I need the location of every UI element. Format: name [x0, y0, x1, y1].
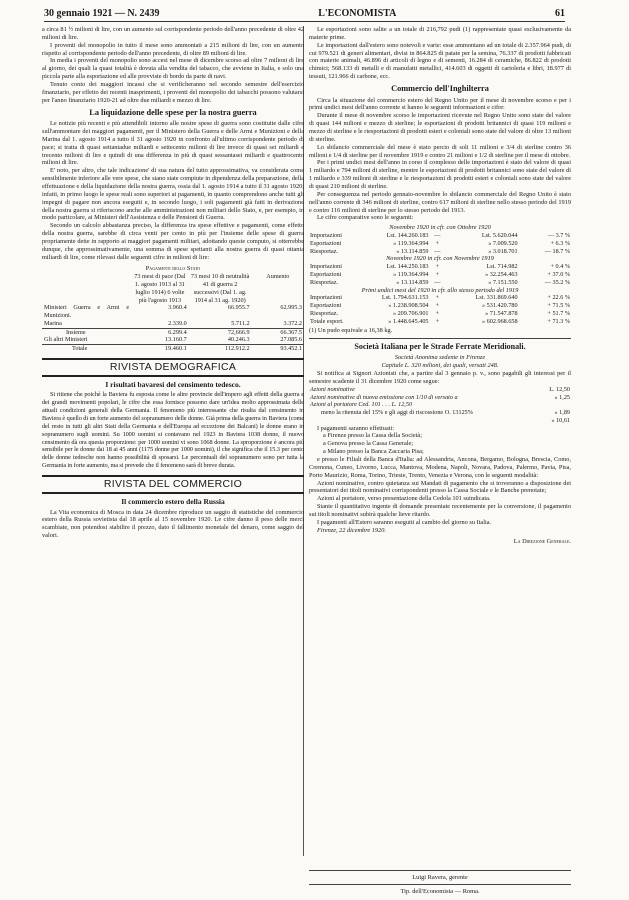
list-item: a Firenze presso la Cassa della Società;: [323, 432, 422, 440]
paragraph: I pagamenti saranno effettuati:: [317, 424, 394, 432]
table-row: [309, 248, 571, 256]
table-row: [42, 320, 304, 328]
cell: —: [434, 232, 441, 240]
row-label: Riesportaz.: [310, 309, 339, 317]
row-label: Riesportaz.: [310, 278, 339, 286]
divider: [309, 870, 571, 871]
table-row: [309, 232, 571, 240]
row-label: Esportazioni: [310, 302, 342, 310]
cell: Lst. 144.250.183: [386, 263, 429, 271]
cell: » 119.364.994: [393, 239, 429, 247]
cell: 2.339.0: [168, 319, 187, 327]
cell: 112.912.2: [189, 345, 252, 353]
row-label: Marina: [44, 319, 62, 327]
table-row: [309, 271, 571, 279]
footer-gerente: Luigi Ravera, gerente: [412, 874, 468, 881]
cell: +: [435, 302, 440, 310]
paragraph: Azioni al portatore, verso presentazione della Cedola 101 suindicata.: [317, 495, 491, 503]
cell: + 37.0 %: [547, 271, 570, 279]
row-label: Ministeri Guerra e Armi e Munizioni.: [44, 304, 130, 320]
table-row: [42, 328, 304, 336]
cell: » 119.364.994: [393, 271, 429, 279]
row-label: Riesportaz.: [310, 247, 339, 255]
row-label: Totale: [42, 345, 131, 353]
table-header-row: [42, 273, 304, 304]
paragraph: e presso le Filiali della Banca d'Italia: ad Alessandria, Ancona, Bergamo, Bologna, Brescia, Como, Cremona, Cuneo, Livorno, Lucca, Mantova, Modena, Napoli, Novara, Padova, Palermo, Pavia, Pisa, Porto Maurizio, Roma, Torino, Trieste, Trento, Venezia e Verona, con le seguenti modalità:: [309, 456, 571, 479]
cell: 5.711.2: [231, 319, 250, 327]
cell: + 6.3 %: [550, 239, 570, 247]
table-header-cell: 73 mesi 10 di neutralità 41 di guerra 2 successivi (Dal 1. ag. 1914 al 31 ag. 1920): [190, 273, 250, 304]
page-header: [44, 6, 565, 22]
table-row: [309, 394, 571, 402]
table-row: [309, 318, 571, 326]
cell: Lst. 1.794.631.153: [381, 294, 429, 302]
paragraph: In media i proventi del monopolio sono accesi nel mese di dicembre scorso ad oltre 7 milioni di lire al giorno, dei quali la quasi totalità è dovuta alla vendita del tabacco, che avviene in Italia, e solo una piccola parte alla esportazione ed alle provviste di bordo da parte di navi.: [42, 57, 304, 81]
paragraph: Secondo un calcolo abbastanza preciso, la differenza tra spese effettive e pagamenti, come effetto della nostra guerra, sarebbe di circa venti per cento in più per l'insieme delle spese di guerra propriamente dette in rapporto ai maggiori pagamenti militari, adottando queste computo, si otterrebbe dunque, che approssimativamente, una somma di spese spettanti alla nostra guerra di quasi ottanta miliardi di lire, come rilevasi dalle seguenti cifre in milioni di lire:: [42, 222, 304, 261]
trade-table-3: [309, 294, 571, 325]
cell: Lst. 144.260.183: [386, 232, 429, 240]
cell: Lst. 331.869.640: [475, 294, 518, 302]
paragraph: Per conseguenza nel periodo gennaio-novembre lo sbilancio commerciale del Regno Unito è stato nell'anno corrente di 346 milioni di sterline, contro 617 milioni di sterline nello stesso periodo del 1919 e contro 116 milioni di sterline per lo stesso periodo del 1913.: [309, 190, 571, 214]
cell: » 1,89: [554, 409, 570, 417]
paragraph: E' noto, per altro, che tale indicazione' di sua natura del tutto approssimativa, va considerata come sensibilmente inferiore alle vere spese, che siano state compiute in dipendenza della preparazione, della effettuazione e della liquidazione della nostra guerra, ossia dal 1. agosto 1914 a tutto il 31 agosto 1920; infatti, in primo luogo le spese reali sono superiori ai pagamenti, in quanto comprendono anche tutti gli impegni di pagare non ancora eseguiti e, in secondo luogo, i soli pagamenti già fatti in derivazione della nostra guerra si riferiscono anche alle amministrazioni non militari dello Stato, e, per esempio, in modo particolare, ai Ministeri dell'Assistenza e delle Pensioni di Guerra.: [42, 167, 304, 222]
section-banner-commercio: RIVISTA DEL COMMERCIO: [42, 475, 304, 494]
table-row: [309, 302, 571, 310]
paragraph: Tenuto conto dei maggiori incassi che si verificheranno nel secondo semestre dell'esercizio finanziario, per effetto dei recenti inasprimenti, i proventi del monopolio dei tabacchi possono valutarsi per l'anno finanziario 1920-21 ad oltre due miliardi e mezzo di lire.: [42, 81, 304, 104]
section-banner-demografica: RIVISTA DEMOGRAFICA: [42, 358, 304, 377]
table-row: [309, 279, 571, 287]
table-row: [309, 263, 571, 271]
cell: » 209.706.901: [392, 309, 429, 317]
row-label: Importazioni: [310, 232, 342, 240]
row-label: Azioni al portatore Ced. 101 . . . L. 12,50: [310, 401, 413, 409]
cell: » 10,61: [551, 416, 570, 424]
notice-signature: La Direzione Generale.: [513, 537, 571, 545]
left-column: [42, 26, 304, 876]
cell: 66.955.7: [227, 304, 250, 312]
table-row: [42, 304, 304, 320]
cell: + 51.7 %: [547, 309, 570, 317]
cell: 3.372.2: [283, 319, 302, 327]
section-title-censimento: I risultati bavaresi del censimento tedesco.: [105, 380, 241, 390]
row-label: Esportazioni: [310, 271, 342, 279]
section-title-inghilterra: Commercio dell'Inghilterra: [391, 84, 489, 94]
cell: » 1,25: [554, 393, 570, 401]
footnote: (1) Un pudo equivale a 16,38 kg.: [309, 327, 393, 335]
cell: 93.452.1: [252, 345, 304, 353]
cell: » 3.018.701: [488, 247, 518, 255]
section-title-russia: Il commercio estero della Russia: [121, 497, 225, 507]
company-subtitle: Società Anonima sedente in Firenze: [394, 354, 486, 362]
paragraph: La Vita economica di Mosca in data 24 dicembre riproduce un saggio di statistiche del commercio estero della Russia sovietista dal 18 aprile al 15 novembre 1920. Le cifre danno il peso delle merci scambiate, non potendosi stabilire il prezzo, dato il fallimento monetale del denaro, come saggio del valori.: [42, 508, 304, 540]
paragraph: I pagamenti all'Estero saranno eseguiti al cambio del giorno su Italia.: [317, 518, 492, 526]
table-row: [309, 386, 571, 394]
section-title-spese: La liquidazione delle spese per la nostra guerra: [89, 107, 257, 117]
cell: + 71.3 %: [547, 317, 570, 325]
cell: 6.299.4: [131, 328, 189, 336]
list-item: a Milano presso la Banca Zaccaria Pisa;: [323, 448, 424, 456]
row-label: Totale esport.: [310, 317, 344, 325]
cell: + 0.4 %: [550, 263, 570, 271]
cell: 62.995.3: [280, 304, 302, 312]
header-date: 30 gennaio 1921 — N. 2439: [44, 8, 160, 19]
table-row: [309, 294, 571, 302]
cell: +: [435, 239, 440, 247]
payment-table: [309, 386, 571, 425]
company-capital: Capitale L. 320 milioni, dei quali, versati 248.: [381, 362, 499, 370]
cell: L. 12,50: [549, 385, 570, 393]
cell: Lst. 5.620.044: [481, 232, 518, 240]
header-title: L'ECONOMISTA: [318, 8, 397, 19]
cell: [513, 401, 571, 409]
cell: » 1.448.645.405: [388, 317, 429, 325]
paragraph: Si notifica ai Signori Azionisti che, a partire dal 3 gennaio p. v., sono pagabili gli interessi per il semestre scadente il 31 dicembre 1920 come segue:: [309, 370, 571, 385]
table-row: [42, 345, 304, 353]
table-row: [42, 336, 304, 344]
paragraph: Le importazioni dall'estero sono notevoli e varie: esse ammontano ad un totale di 2.357.964 pudi, di cui 979.521 di generi alimentari, divisi in 864.825 di patate per la semina, 76.337 di prodotti fabbricati con materie animali, 46.896 di articoli di legno e di sementi, 16.284 di ceramiche, 86.822 di prodotti chimici; 568.133 di metalli e di manufatti metallici, 414.603 di oggetti di cartoleria e libri, 18.977 di tessuti, 121.966 di carbone, ecc.: [309, 41, 571, 81]
table-header-cell: Aumento: [266, 273, 290, 281]
cell: + 22.6 %: [547, 294, 570, 302]
section-title-ferrovie: Società Italiana per le Strade Ferrate Meridionali.: [354, 342, 526, 352]
row-label: Azioni nominative di nuova emissione con 1/10 di versato a: [310, 393, 458, 401]
footer-tipografia: Tip. dell'Economista — Roma.: [400, 888, 480, 895]
cell: —: [434, 247, 441, 255]
cell: Lst. 714.982: [486, 263, 518, 271]
row-label: Gli altri Ministeri: [44, 336, 88, 344]
paragraph: I proventi del monopolio in tutto il mese sono ammontati a 215 milioni di lire, con un aumento rispetto al corrispondente periodo dell'anno precedente, di oltre 89 milioni di lire.: [42, 41, 304, 57]
cell: » 32.254.463: [485, 271, 518, 279]
table-row: [309, 240, 571, 248]
row-label: Importazioni: [310, 263, 342, 271]
cell: 40.246.3: [227, 336, 250, 344]
paragraph: Le esportazioni sono salite a un totale di 216,792 pudi (1) rappresentate quasi esclusivamente da materie prime.: [309, 26, 571, 41]
table-row: [309, 417, 571, 425]
cell: +: [435, 271, 440, 279]
cell: — 35.2 %: [544, 278, 570, 286]
paragraph: Lo sbilancio commerciale del mese è stato percio di soli 11 milioni e 3/4 di sterline contro 36 milioni e 1/4 di sterline per il novembre 1919 e contro 21 milioni e 1/2 di sterline per il mese di ottobre.: [309, 143, 571, 159]
page-footer: [309, 867, 571, 895]
paragraph: Stante il quantitativo ingente di domande presentate recentemente per la conversione, il pagamento sui titoli nominativi subirà qualche lieve ritardo.: [309, 503, 571, 519]
paragraph: Durante il mese di novembre scorso le importazioni ricevute nel Regno Unito sono state del valore di quasi 144 milioni e mezzo di sterline; le esportazioni di prodotti britannici di quasi 119 milioni e mezzo di sterline e le riesportazioni di prodotti esteri e coloniali sono state del valore di oltre 13 milioni di sterline.: [309, 112, 571, 143]
divider: [309, 338, 571, 339]
row-label: Insieme: [42, 328, 131, 336]
table-header-cell: 73 mesi di pace (Dal 1. agosto 1913 al 31 luglio 1914) 6 volte più l'agosto 1913: [134, 273, 186, 304]
cell: » 13.114.859: [396, 278, 429, 286]
row-label: Azioni nominative: [310, 385, 355, 393]
cell: 72,666.9: [189, 328, 252, 336]
header-page-number: 61: [554, 8, 565, 19]
table-title: Novembre 1920 in cfr. con Novembre 1919: [386, 255, 494, 263]
cell: + 71.5 %: [547, 302, 570, 310]
paragraph: Si ritiene che poichè la Baviera fu esposta come le altre provincie dell'impero agli effetti della guerra e dei grandi movimenti popolari, le cifre che essa fornisce possono dare un'idea molto approssimata delle attuali condizioni generali della Germania. Il fenomeno più interessante che risulta dal censimento in Baviera è quello di un forte aumento del sopranumero delle donne. Già prima della guerra in Baviera (come del resto in tutti gli altri Stati della Germania e dell'Europa ad eccezione dei Balcani) le donne erano in sopranumero sugli uomini. Su 1000 uomini si contavano nel 1923 in Baviera 1038 donne, il nuovo censimento dà ora questa proporzione: per 1000 uomini vi sono 1068 donne. La sproporzione è ancora più sensibile per le donne dai 18 ai 45 anni (1175 donne per 1000 uomini), il che significa che il 15.3 per cento delle donne tedesche non hanno possibilità di sposarsi. Le percentuali del sopranumero sono per tutta la Germania in forte aumento, ma si prevede che il fenomeno sarà di breve durata.: [42, 391, 304, 470]
cell: » 531.420.780: [482, 302, 518, 310]
spese-table: [42, 273, 304, 353]
cell: » 1.238.908.504: [388, 302, 429, 310]
cell: » 71.547.878: [485, 309, 518, 317]
notice-date: Firenze, 22 dicembre 1920.: [317, 526, 386, 534]
cell: +: [435, 294, 440, 302]
cell: 13.160.7: [165, 336, 187, 344]
paragraph: Le cifre comparative sono le seguenti:: [317, 214, 414, 222]
paragraph: Circa la situazione del commercio estero del Regno Unito per il mese di novembre scorso e per i primi undici mesi dell'anno corrente si hanno le seguenti informazioni e cifre:: [309, 96, 571, 112]
cell: » 7.009.520: [488, 239, 518, 247]
trade-table-2: [309, 263, 571, 286]
trade-table-1: [309, 232, 571, 255]
row-label: Importazioni: [310, 294, 342, 302]
cell: +: [435, 309, 440, 317]
table-row: [309, 409, 571, 417]
paragraph: a circa 81 ½ milioni di lire, con un aumento sul corrispondente periodo dell'anno precedente di oltre 42 milioni di lire.: [42, 26, 304, 41]
cell: — 3.7 %: [547, 232, 570, 240]
table-title: Pagamenti dello Stato: [145, 264, 201, 272]
cell: +: [435, 317, 440, 325]
cell: +: [435, 263, 440, 271]
row-label: [309, 417, 513, 425]
paragraph: Azioni nominative, contro quietanza sui Mandati di pagamento che si troveranno a disposizione dei presentatori dei titoli nominativi corrispondenti presso la Cassa Sociale e le Banche prenotate;: [309, 479, 571, 495]
cell: 3.960.4: [168, 304, 187, 312]
paragraph: Le notizie più recenti e più attendibili intorno alle nostre spese di guerra sono costituite dalle cifre sull'ammontare dei maggiori pagamenti, per il Ministero della Guerra e delle Armi e Munizioni e della Marina dal 1. agosto 1914 a tutto il 31 agosto 1920 in confronto all'ultimo corrispondente periodo di pace; si tratta di quasi settantadue miliardi e settecento milioni di lire invece di quasi sei miliardi e trecento milioni di lire e quindi di una differenza in più di quasi sessantasei miliardi e quattrocento milioni di lire.: [42, 120, 304, 167]
paragraph: Per i primi undici mesi dell'anno in corso il complesso delle importazioni è stato del valore di quasi 1 miliardo e 794 milioni di sterline, mentre le esportazioni di prodotti britannici sono state del valore di 1 miliardo e 339 milioni di sterline e le riesportazioni di prodotti esteri e coloniali sono state del valore di quasi 210 milioni di sterline.: [309, 159, 571, 190]
row-label: meno la ritenuta del 15% e gli aggi di riscossione O. 13125%: [321, 409, 473, 417]
table-row: [309, 401, 571, 409]
cell: —: [434, 278, 441, 286]
cell: 66.367.5: [252, 328, 304, 336]
row-label: Esportazioni: [310, 239, 342, 247]
table-title: Novembre 1920 in cfr. con Ottobre 1920: [389, 224, 491, 232]
right-column: [309, 26, 571, 876]
cell: 19.460.1: [131, 345, 189, 353]
divider: [309, 884, 571, 885]
cell: » 13.114.859: [396, 247, 429, 255]
table-row: [309, 310, 571, 318]
cell: 27.085.6: [280, 336, 302, 344]
cell: » 602.968.658: [482, 317, 518, 325]
table-title: Primi undici mesi del 1920 in cfr. allo stesso periodo del 1919: [361, 286, 519, 294]
list-item: a Genova presso la Cassa Generale;: [323, 440, 414, 448]
cell: — 18.7 %: [544, 247, 570, 255]
cell: » 7.151.550: [488, 278, 518, 286]
